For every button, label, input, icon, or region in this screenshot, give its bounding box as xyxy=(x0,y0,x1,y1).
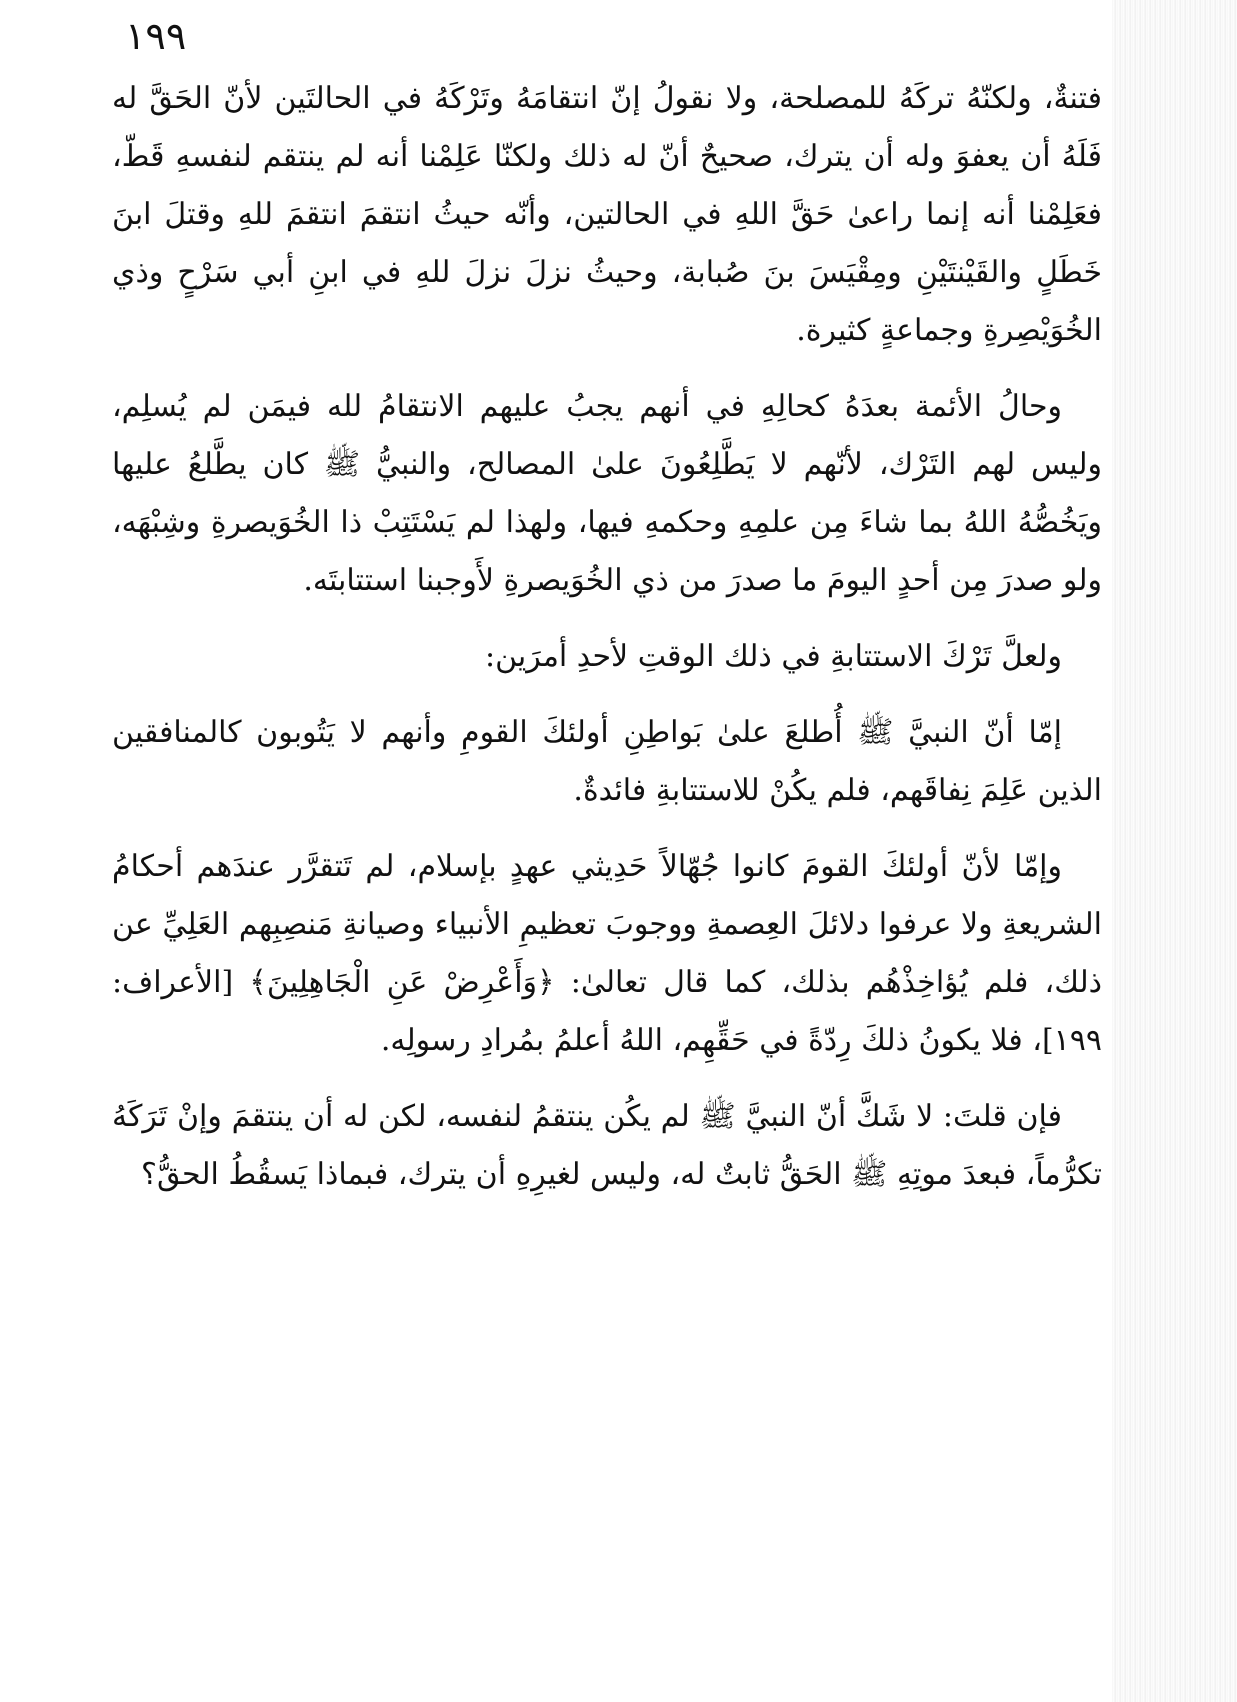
paragraph-2: وحالُ الأئمة بعدَهُ كحالِهِ في أنهم يجبُ عليهم الانتقامُ لله فيمَن لم يُسلِم، وليس لهم التَرْك، لأنّهم لا يَطَّلِعُونَ علىٰ المصالح، والنبيُّ ﷺ كان يطَّلعُ عليها ويَخُصُّهُ اللهُ بما شاءَ مِن علمِهِ وحكمهِ فيها، ولهذا لم يَسْتَتِبْ ذا الخُوَيصرةِ وشِبْهَه، ولو صدرَ مِن أحدٍ اليومَ ما صدرَ من ذي الخُوَيصرةِ لأَوجبنا استتابتَه. xyxy=(112,389,1102,598)
body-text xyxy=(112,70,1102,1222)
paragraph-1: فتنةٌ، ولكنّهُ تركَهُ للمصلحة، ولا نقولُ إنّ انتقامَهُ وتَرْكَهُ في الحالتَين لأنّ الحَقَّ له فَلَهُ أن يعفوَ وله أن يترك، صحيحٌ أنّ له ذلك ولكنّا عَلِمْنا أنه لم ينتقم لنفسهِ قَطّ، فعَلِمْنا أنه إنما راعىٰ حَقَّ اللهِ في الحالتين، وأنّه حيثُ انتقمَ انتقمَ للهِ وقتلَ ابنَ خَطَلٍ والقَيْنتَيْنِ ومِقْيَسَ بنَ صُبابة، وحيثُ نزلَ نزلَ للهِ في ابنِ أبي سَرْحٍ وذي الخُوَيْصِرةِ وجماعةٍ كثيرة. xyxy=(112,81,1102,348)
paragraph-4: إمّا أنّ النبيَّ ﷺ أُطلعَ علىٰ بَواطِنِ أولئكَ القومِ وأنهم لا يَتُوبون كالمنافقين الذين عَلِمَ نِفاقَهم، فلم يكُنْ للاستتابةِ فائدةٌ. xyxy=(112,715,1102,808)
paragraph-6: فإن قلتَ: لا شَكَّ أنّ النبيَّ ﷺ لم يكُن ينتقمُ لنفسه، لكن له أن ينتقمَ وإنْ تَرَكَهُ تكرُّماً، فبعدَ موتِهِ ﷺ الحَقُّ ثابتٌ له، وليس لغيرِهِ أن يترك، فبماذا يَسقُطُ الحقُّ؟ xyxy=(112,1099,1102,1192)
paragraph-3: ولعلَّ تَرْكَ الاستتابةِ في ذلك الوقتِ لأحدِ أمرَين: xyxy=(484,639,1062,674)
scan-edge xyxy=(1112,0,1237,1702)
paragraph-5: وإمّا لأنّ أولئكَ القومَ كانوا جُهّالاً حَدِيثي عهدٍ بإسلام، لم تَتقرَّر عندَهم أحكامُ الشريعةِ ولا عرفوا دلائلَ العِصمةِ ووجوبَ تعظيمِ الأنبياء وصيانةِ مَنصِبِهم العَلِيِّ عن ذلك، فلم يُؤاخِذْهُم بذلك، كما قال تعالىٰ: ﴿وَأَعْرِضْ عَنِ الْجَاهِلِينَ﴾ [الأعراف: ١٩٩]، فلا يكونُ ذلكَ رِدّةً في حَقِّهِم، اللهُ أعلمُ بمُرادِ رسولِه. xyxy=(112,849,1102,1058)
page-number: ١٩٩ xyxy=(125,14,187,58)
